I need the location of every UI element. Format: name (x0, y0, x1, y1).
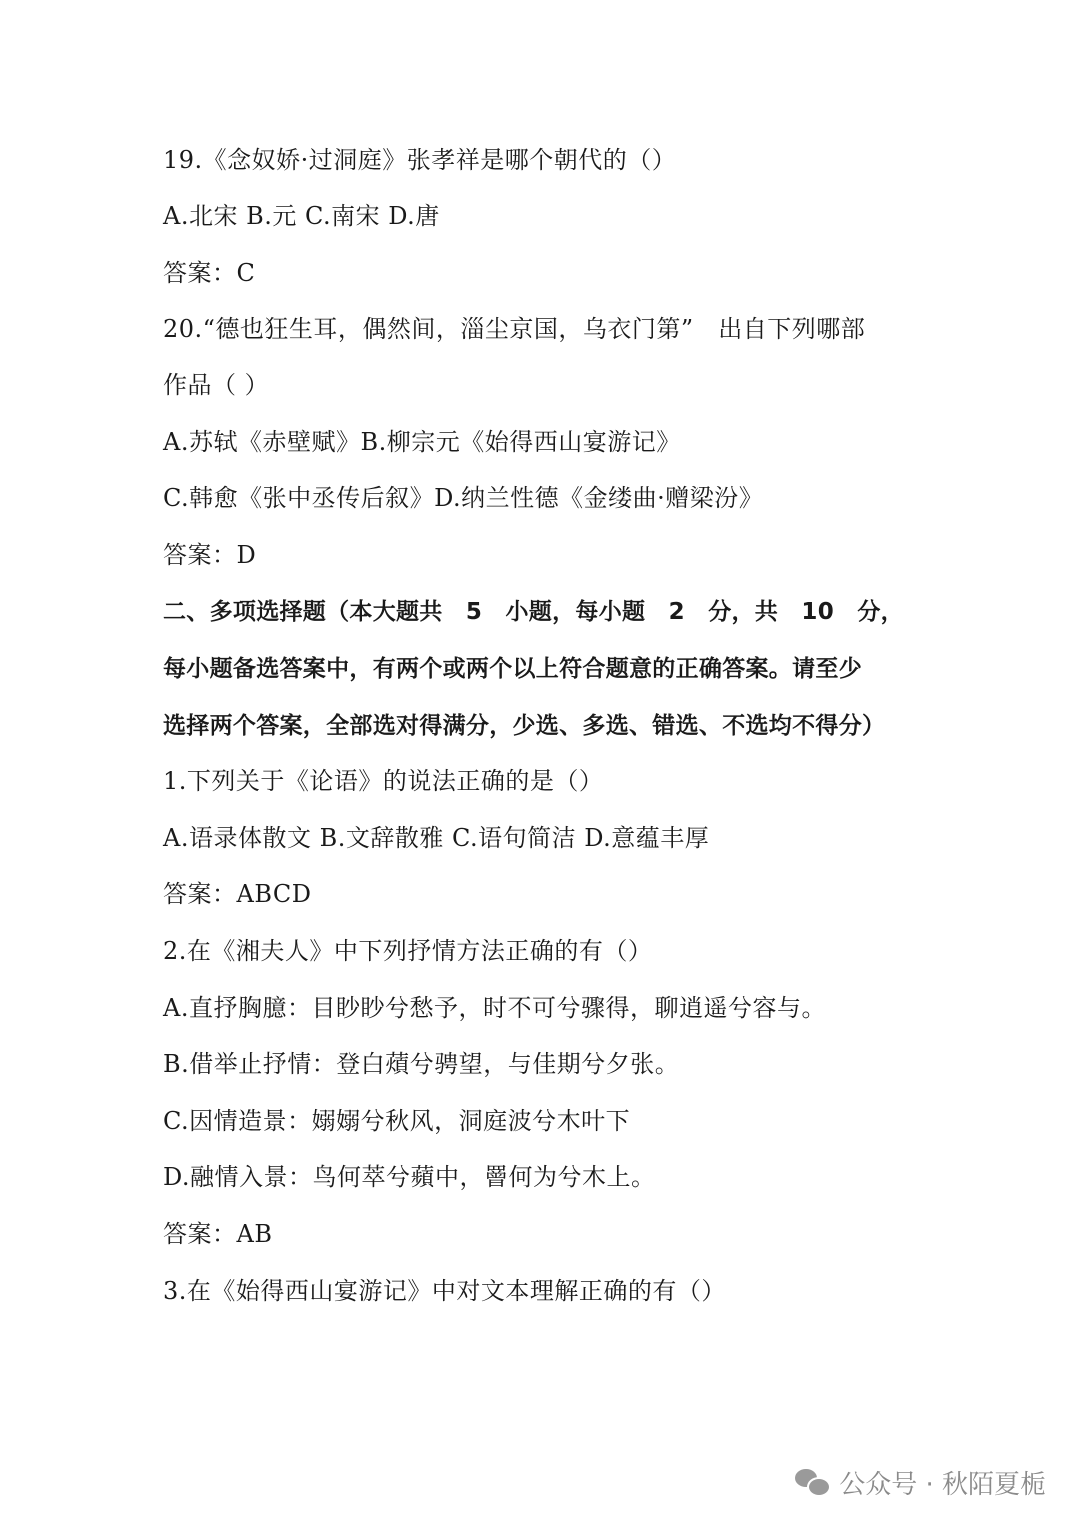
question-2-option-c: C.因情造景：嫋嫋兮秋风，洞庭波兮木叶下 (163, 1107, 631, 1135)
question-2-option-a: A.直抒胸臆：目眇眇兮愁予，时不可兮骤得，聊逍遥兮容与。 (163, 994, 826, 1022)
question-20-options-ab: A.苏轼《赤壁赋》B.柳宗元《始得西山宴游记》 (163, 428, 681, 456)
question-3: 3.在《始得西山宴游记》中对文本理解正确的有（） (163, 1277, 726, 1305)
question-2-option-b: B.借举止抒情：登白薠兮骋望，与佳期兮夕张。 (163, 1050, 680, 1078)
question-20: 20.“德也狂生耳，偶然间，淄尘京国，乌衣门第” 出自下列哪部 (163, 315, 866, 343)
wechat-icon (795, 1467, 829, 1497)
question-2: 2.在《湘夫人》中下列抒情方法正确的有（） (163, 937, 653, 965)
question-19-options: A.北宋 B.元 C.南宋 D.唐 (163, 202, 440, 230)
question-1-answer: 答案：ABCD (163, 880, 312, 908)
question-1: 1.下列关于《论语》的说法正确的是（） (163, 767, 604, 795)
question-20-answer: 答案：D (163, 541, 257, 569)
question-1-options: A.语录体散文 B.文辞散雅 C.语句简洁 D.意蕴丰厚 (163, 824, 710, 852)
watermark-text: 公众号 · 秋陌夏栀 (839, 1469, 1046, 1500)
section-heading-line-3: 选择两个答案，全部选对得满分，少选、多选、错选、不选均不得分） (163, 713, 886, 739)
question-19-answer: 答案：C (163, 259, 256, 287)
watermark (795, 1462, 1046, 1502)
question-2-answer: 答案：AB (163, 1220, 273, 1248)
question-20-continued: 作品（ ） (163, 371, 270, 399)
section-heading-line-2: 每小题备选答案中，有两个或两个以上符合题意的正确答案。请至少 (163, 656, 862, 682)
question-20-options-cd: C.韩愈《张中丞传后叙》D.纳兰性德《金缕曲·赠梁汾》 (163, 484, 764, 512)
section-heading-line-1: 二、多项选择题（本大题共 5 小题，每小题 2 分，共 10 分， (163, 599, 904, 625)
question-2-option-d: D.融情入景：鸟何萃兮蘋中，罾何为兮木上。 (163, 1163, 656, 1191)
question-19: 19.《念奴娇·过洞庭》张孝祥是哪个朝代的（） (163, 146, 677, 174)
